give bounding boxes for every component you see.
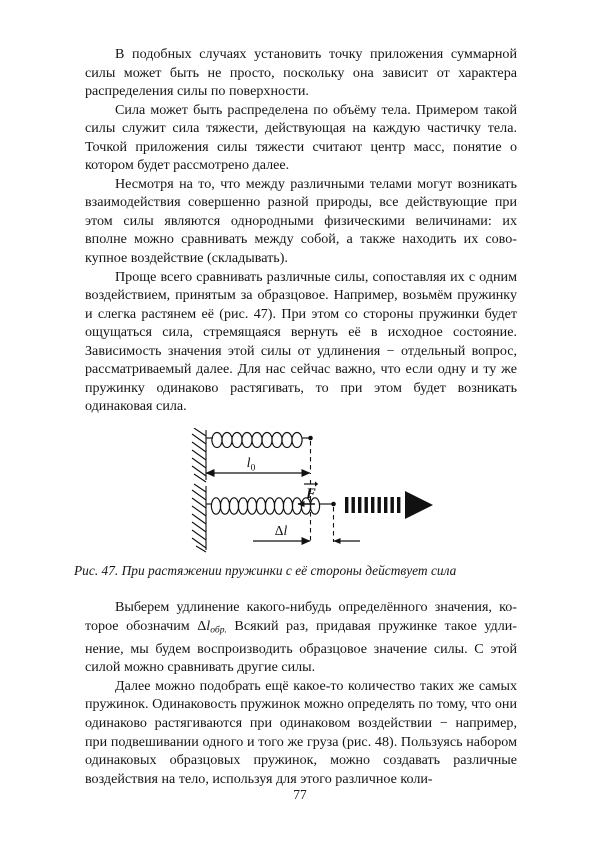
paragraph-6: Далее можно подобрать ещё какое-то количество таких же самых пружинок. Одинаковость пружинок можно определять по тому, что они одинаково растягиваются при одинаковом воздействии − например, при подвешивании одного и того же груза (рис. 48). Пользуясь набором одинаковых образцовых пружинок, можно создавать различные воздействия на тело, используя для этого различное коли- <box>85 677 517 787</box>
paragraph-5-run-2: Всякий раз, придавая пружинке такое удлинение, мы будем воспроизводить образцовое значение силы. С этой силой можно сравнивать другие силы. <box>85 617 517 676</box>
spring-relaxed <box>206 433 309 448</box>
wall-hatching-top <box>192 428 206 482</box>
paragraph-3: Несмотря на то, что между различными телами могут возникать взаимодействия совершенно разной природы, все действующие при этом силы являются однородными физическими величинами: их вполне можно сравнивать между собой, а также находить их совокупное воздействие (складывать). <box>85 175 517 267</box>
paragraph-5-math-var: l <box>206 617 211 634</box>
label-force-vector-F <box>304 481 318 502</box>
spring-diagram-svg <box>185 428 455 560</box>
paragraph-5 <box>85 598 517 677</box>
label-delta-l: Δl <box>274 523 288 538</box>
label-delta-l-var: l <box>283 523 288 538</box>
paragraph-4: Проще всего сравнивать различные силы, сопоставляя их с одним воздействием, принятым за образцовое. Например, возьмём пружинку и слегка растянем её (рис. 47). При этом со стороны пружинки будет ощущаться сила, стремящаяся вернуть её в исходное состояние. Зависимость значения этой силы от удлинения − отдельный вопрос, рассматриваемый далее. Для нас сейчас важно, что если одну и ту же пружинку одинаково растягивать, то при этом будет возникать одинаковая сила. <box>85 268 517 415</box>
label-l0: $l_0$ <box>246 456 256 474</box>
paragraph-5-math-sub: обр. <box>210 624 227 636</box>
figure-caption: Рис. 47. При растяжении пружинки с её стороны действует сила <box>74 563 457 578</box>
paragraph-1: В подобных случаях установить точку приложения суммарной силы может быть не просто, поскольку она зависит от характера распределения силы по поверхности. <box>85 46 517 100</box>
spring-end-dot-bottom <box>331 502 336 507</box>
paragraph-5-run-1: Выберем удлинение какого-нибудь определённого значения, которое обозначим Δ <box>85 599 517 634</box>
striped-block-arrow <box>345 491 433 519</box>
figure-47-spring-diagram <box>185 428 455 558</box>
body-text-lower <box>85 598 517 788</box>
vector-overbar-arrowhead <box>315 481 318 486</box>
paragraph-2: Сила может быть распределена по объёму тела. Примером такой силы служит сила тяжести, действующая на каждую частичку тела. Точкой приложения силы тяжести считают центр масс, понятие о котором будет рассмотрено далее. <box>85 101 517 174</box>
wall-hatching-bottom <box>192 484 206 552</box>
label-F-letter: F <box>306 486 316 502</box>
page-number: 77 <box>293 787 307 802</box>
body-text-upper <box>85 45 517 416</box>
label-l0-subscript: 0 <box>250 463 256 474</box>
spring-end-dot-top <box>308 436 313 441</box>
